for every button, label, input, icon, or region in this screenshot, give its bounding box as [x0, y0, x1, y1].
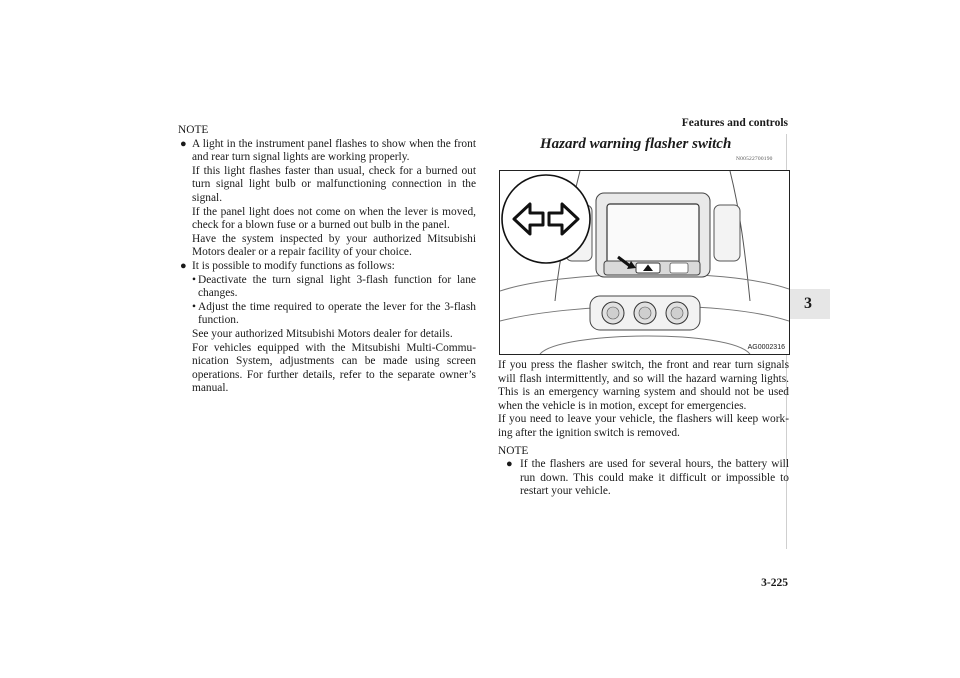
bullet-icon: ●: [180, 259, 187, 272]
sub-list-text: Deactivate the turn signal light 3-flash function for lane changes.: [198, 273, 476, 300]
chapter-tab: 3: [786, 289, 830, 319]
left-column: [178, 124, 476, 396]
figure-code: AG0002316: [747, 344, 785, 351]
bullet-icon: ●: [506, 458, 513, 471]
mmcs-text: For vehicles equipped with the Mitsubishi Multi-Commu-nication System, adjustments can be made using screen operations. For further details, refer to the separate owner’s manual.: [192, 341, 476, 395]
note-paragraph: If this light flashes faster than usual, check for a burned out turn signal light bulb or malfunctioning connection in the signal.: [192, 164, 476, 204]
note-bullet-item: [178, 260, 476, 274]
note-bullet-item: [178, 138, 476, 260]
bullet-icon: ●: [180, 137, 187, 150]
body-paragraph: If you need to leave your vehicle, the flashers will keep work-ing after the ignition switch is removed.: [498, 413, 789, 439]
page-number: 3-225: [761, 577, 788, 589]
note-paragraph: If the panel light does not come on when the lever is moved, check for a blown fuse or a burned out bulb in the panel.: [192, 205, 476, 232]
sub-list-item: [178, 301, 476, 328]
right-column: [498, 359, 789, 499]
note-paragraph: [178, 328, 476, 396]
body-paragraph: If you press the flasher switch, the front and rear turn signals will flash intermittently, and so will the hazard warning lights. This is an emergency warning system and should not be used when the vehicle is in motion, except for emergencies.: [498, 359, 789, 412]
note-paragraph: If the flashers are used for several hours, the battery will run down. This could make it difficult or impossible to restart your vehicle.: [520, 458, 789, 498]
hazard-switch-figure: [499, 170, 790, 355]
note-paragraph: Have the system inspected by your authorized Mitsubishi Motors dealer or a repair facility of your choice.: [192, 232, 476, 259]
note-label: NOTE: [498, 444, 529, 457]
sub-bullet-icon: •: [192, 300, 196, 313]
note-bullet-item: [498, 458, 789, 499]
note-paragraph: A light in the instrument panel flashes to show when the front and rear turn signal lights are working properly.: [192, 137, 476, 164]
note-label: NOTE: [178, 124, 209, 136]
dashboard-illustration: [500, 171, 789, 354]
sub-bullet-icon: •: [192, 273, 196, 286]
page-header-title: Features and controls: [681, 117, 788, 129]
note-paragraph: It is possible to modify functions as follows:: [192, 259, 395, 272]
section-code: N00522700190: [736, 156, 773, 162]
dealer-text: See your authorized Mitsubishi Motors dealer for details.: [192, 327, 453, 340]
sub-list-item: [178, 274, 476, 301]
section-title: Hazard warning flasher switch: [540, 136, 732, 152]
sub-list-text: Adjust the time required to operate the lever for the 3-flash function.: [198, 300, 476, 327]
